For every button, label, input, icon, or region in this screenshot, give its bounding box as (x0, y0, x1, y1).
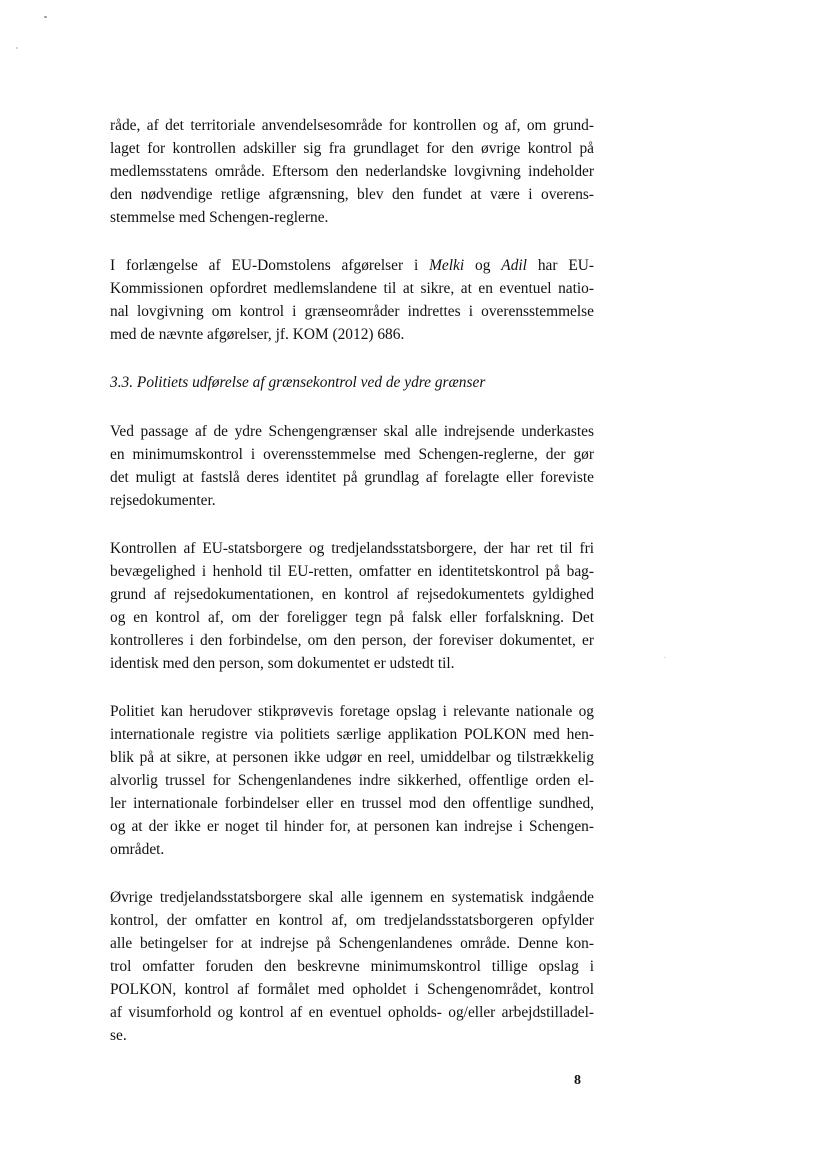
case-name: Adil (501, 257, 527, 274)
text-line: rejsedokumenter. (110, 492, 216, 509)
text-line: af visumforhold og kontrol af en eventuel opholds- og/eller arbejdstilladel- (110, 1004, 594, 1021)
text-line: medlemsstatens område. Eftersom den nederlandske lovgivning indeholder (110, 163, 594, 180)
paragraph-4 (110, 537, 594, 675)
text-line: grund af rejsedokumentationen, en kontrol af rejsedokumentets gyldighed (110, 586, 594, 603)
case-name: Melki (429, 257, 465, 274)
text-line: og at der ikke er noget til hinder for, at personen kan indrejse i Schengen- (110, 818, 594, 835)
text-line: en minimumskontrol i overensstemmelse med Schengen-reglerne, der gør (110, 446, 594, 463)
text-line: alvorlig trussel for Schengenlandenes indre sikkerhed, offentlige orden el- (110, 772, 594, 789)
body-text (110, 114, 594, 1072)
text-line: med de nævnte afgørelser, jf. KOM (2012) 686. (110, 326, 405, 343)
text-line: kontrolleres i den forbindelse, om den person, der foreviser dokumentet, er (110, 632, 594, 649)
text-line: trol omfatter foruden den beskrevne minimumskontrol tillige opslag i (110, 958, 594, 975)
text-line-with-italics: I forlængelse af EU-Domstolens afgørelser i Melki og Adil har EU- (110, 257, 594, 274)
text-line: stemmelse med Schengen-reglerne. (110, 209, 329, 226)
text-line: laget for kontrollen adskiller sig fra grundlaget for den øvrige kontrol på (110, 140, 594, 157)
text-line: Ved passage af de ydre Schengengrænser skal alle indrejsende underkastes (110, 423, 594, 440)
section-heading: 3.3. Politiets udførelse af grænsekontrol ved de ydre grænser (110, 374, 486, 391)
text-line: kontrol, der omfatter en kontrol af, om tredjelandsstatsborgeren opfylder (110, 912, 594, 929)
text-line: ler internationale forbindelser eller en trussel mod den offentlige sundhed, (110, 795, 594, 812)
text-line: og en kontrol af, om der foreligger tegn på falsk eller forfalskning. Det (110, 609, 594, 626)
paragraph-1 (110, 114, 594, 229)
text-line: internationale registre via politiets særlige applikation POLKON med hen- (110, 726, 594, 743)
text-line: alle betingelser for at indrejse på Schengenlandenes område. Denne kon- (110, 935, 594, 952)
page-number: 8 (574, 1073, 581, 1088)
text-line: blik på at sikre, at personen ikke udgør en reel, umiddelbar og tilstrækkelig (110, 749, 594, 766)
paragraph-2 (110, 254, 594, 346)
text-line: se. (110, 1027, 127, 1044)
scan-speck (16, 47, 18, 49)
text-line: Kommissionen opfordret medlemslandene til at sikre, at en eventuel natio- (110, 280, 594, 297)
text-line: det muligt at fastslå deres identitet på grundlag af forelagte eller foreviste (110, 469, 594, 486)
scan-speck (44, 16, 47, 18)
text-line: nal lovgivning om kontrol i grænseområder indrettes i overensstemmelse (110, 303, 594, 320)
text-line: den nødvendige retlige afgrænsning, blev den fundet at være i overens- (110, 186, 594, 203)
text-line: bevægelighed i henhold til EU-retten, omfatter en identitetskontrol på bag- (110, 563, 594, 580)
text-line: identisk med den person, som dokumentet er udstedt til. (110, 655, 455, 672)
paragraph-6 (110, 886, 594, 1047)
text-line: POLKON, kontrol af formålet med opholdet i Schengenområdet, kontrol (110, 981, 594, 998)
text-line: Øvrige tredjelandsstatsborgere skal alle igennem en systematisk indgående (110, 889, 594, 906)
text-line: området. (110, 841, 165, 858)
text-line: råde, af det territoriale anvendelsesområde for kontrollen og af, om grund- (110, 117, 594, 134)
scan-speck (664, 657, 666, 658)
paragraph-5 (110, 700, 594, 861)
text-line: Kontrollen af EU-statsborgere og tredjelandsstatsborgere, der har ret til fri (110, 540, 594, 557)
text-line: Politiet kan herudover stikprøvevis foretage opslag i relevante nationale og (110, 703, 594, 720)
paragraph-3 (110, 420, 594, 512)
